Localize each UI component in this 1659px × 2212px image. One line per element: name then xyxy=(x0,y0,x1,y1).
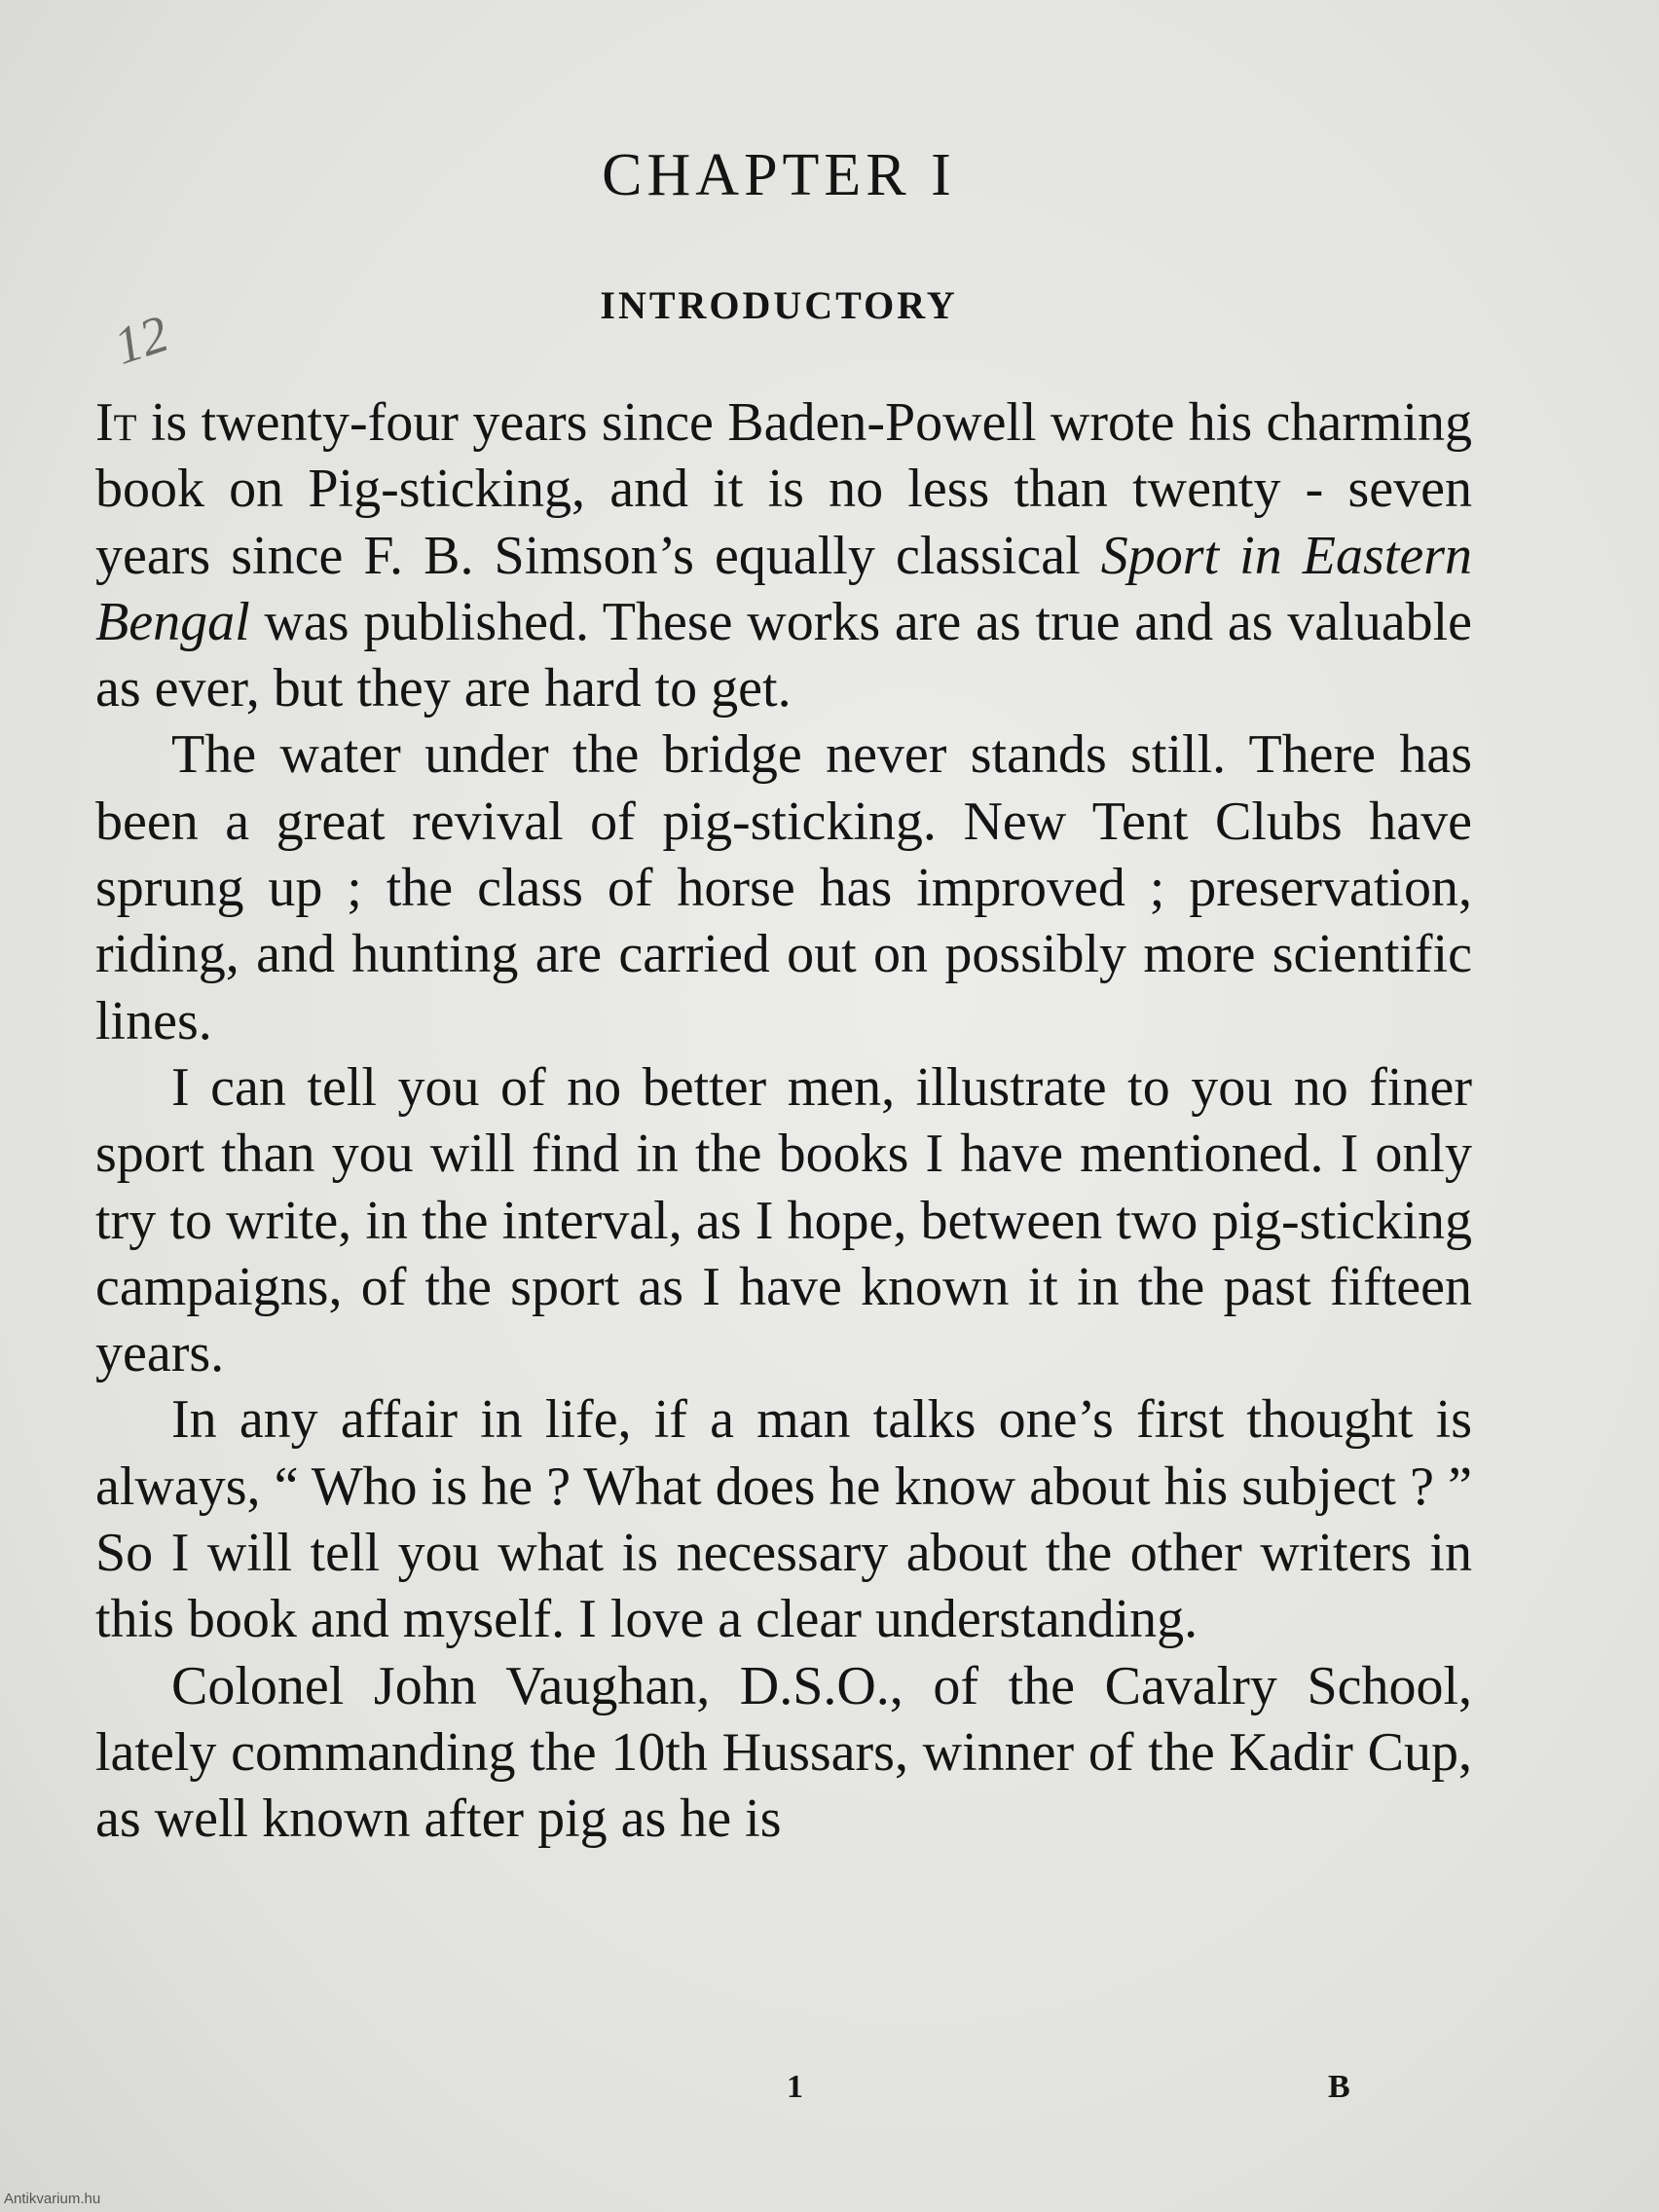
paragraph-5: Colonel John Vaughan, D.S.O., of the Cavalry School, lately commanding the 10th Hussars, winner of the Kadir Cup, as well known after pig as he is xyxy=(95,1655,1472,1850)
signature-mark: B xyxy=(1328,2069,1350,2105)
book-title-italic: Sport in Eastern Bengal xyxy=(95,525,1472,652)
paragraph-2: The water under the bridge never stands still. There has been a great revival of pig-sticking. New Tent Clubs have sprung up ; the class of horse has improved ; preservation, riding, and hunting are carried out on possibly more scientific lines. xyxy=(95,724,1472,1051)
paragraph-1 xyxy=(95,389,1472,721)
paragraph-1-text-a: is twenty-four years since Baden-Powell wrote his charming book on Pig-sticking, and it is no less than twenty - seven years since F. B. Simson’s equally classical xyxy=(95,392,1472,586)
paragraph-4: In any affair in life, if a man talks one’s first thought is always, “ Who is he ? What does he know about his subject ? ” So I will tell you what is necessary about the other writers in this book and myself. I love a clear understanding. xyxy=(95,1389,1472,1650)
paragraph-1-text-b: was published. These works are as true and as valuable as ever, but they are hard to get. xyxy=(95,591,1472,719)
paragraph-3: I can tell you of no better men, illustrate to you no finer sport than you will find in the books I have mentioned. I only try to write, in the interval, as I hope, between two pig-sticking campaigns, of the sport as I have known it in the past fifteen years. xyxy=(95,1056,1472,1384)
watermark: Antikvarium.hu xyxy=(4,2191,101,2207)
chapter-title: CHAPTER I xyxy=(602,142,956,208)
page-number: 1 xyxy=(787,2069,803,2105)
handwritten-margin-note: 12 xyxy=(107,304,175,376)
section-title: INTRODUCTORY xyxy=(600,283,958,327)
body-text xyxy=(95,389,1472,1853)
opening-small-caps: It xyxy=(95,392,137,453)
